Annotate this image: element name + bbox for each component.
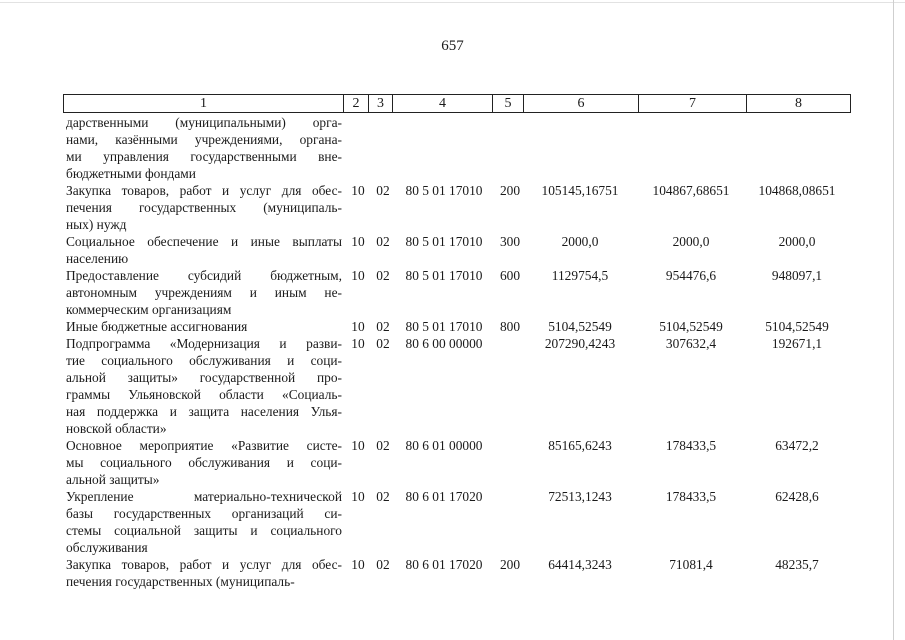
table-row	[0, 318, 905, 335]
header-col-4: 4	[392, 94, 492, 113]
table-row	[0, 488, 905, 556]
row-amount-col8: 192671,1	[771, 336, 823, 351]
row-description	[66, 556, 342, 590]
table-header	[63, 94, 850, 113]
row-subsection-code: 02	[376, 319, 390, 334]
description-line: Подпрограмма «Модернизация и разви-	[66, 336, 342, 351]
row-description	[66, 267, 342, 318]
row-subsection-code: 02	[376, 336, 390, 351]
header-col-2: 2	[343, 94, 368, 113]
row-target-article: 80 5 01 17010	[405, 183, 483, 198]
description-line: мы социального обслуживания и соци-	[66, 455, 342, 470]
description-line: ная поддержка и защита населения Улья-	[66, 404, 342, 419]
row-description	[66, 488, 342, 556]
row-expense-type: 200	[499, 557, 521, 572]
description-line: базы государственных организаций си-	[66, 506, 342, 521]
row-expense-type: 800	[499, 319, 521, 334]
row-target-article: 80 6 00 00000	[405, 336, 483, 351]
row-description	[66, 182, 342, 233]
description-line: автономным учреждениям и иным не-	[66, 285, 342, 300]
row-section-code: 10	[351, 319, 365, 334]
page-number: 657	[441, 38, 464, 54]
description-line: Укрепление материально-технической	[66, 489, 342, 504]
table-body	[0, 114, 905, 590]
row-amount-col6: 207290,4243	[544, 336, 616, 351]
row-subsection-code: 02	[376, 268, 390, 283]
row-amount-col6: 85165,6243	[548, 438, 612, 453]
row-description	[66, 437, 342, 488]
description-line: альной защиты» государственной про-	[66, 370, 342, 385]
row-target-article: 80 6 01 17020	[405, 557, 483, 572]
description-line: Закупка товаров, работ и услуг для обес-	[66, 183, 342, 198]
row-subsection-code: 02	[376, 557, 390, 572]
description-line: Иные бюджетные ассигнования	[66, 319, 248, 334]
row-subsection-code: 02	[376, 489, 390, 504]
description-line: новской области»	[66, 421, 167, 436]
header-col-6: 6	[523, 94, 638, 113]
description-line: альной защиты»	[66, 472, 160, 487]
row-section-code: 10	[351, 557, 365, 572]
table-row	[0, 335, 905, 437]
row-amount-col7: 5104,52549	[659, 319, 723, 334]
row-amount-col7: 954476,6	[665, 268, 717, 283]
row-description	[66, 335, 342, 437]
row-target-article: 80 5 01 17010	[405, 234, 483, 249]
row-section-code: 10	[351, 268, 365, 283]
description-line: стемы социальной защиты и социального	[66, 523, 342, 538]
row-target-article: 80 5 01 17010	[405, 319, 483, 334]
scan-edge-top	[0, 2, 905, 3]
description-line: Закупка товаров, работ и услуг для обес-	[66, 557, 342, 572]
row-amount-col7: 178433,5	[665, 489, 717, 504]
row-amount-col6: 5104,52549	[548, 319, 612, 334]
description-line: коммерческим организациям	[66, 302, 232, 317]
description-line: бюджетными фондами	[66, 166, 196, 181]
description-line: Социальное обеспечение и иные выплаты	[66, 234, 342, 249]
header-col-7: 7	[638, 94, 746, 113]
row-section-code: 10	[351, 489, 365, 504]
row-expense-type: 200	[499, 183, 521, 198]
row-section-code: 10	[351, 438, 365, 453]
row-subsection-code: 02	[376, 438, 390, 453]
description-line: нами, казёнными учреждениями, органа-	[66, 132, 342, 147]
description-line: тие социального обслуживания и соци-	[66, 353, 342, 368]
description-line: населению	[66, 251, 129, 266]
table-row	[0, 267, 905, 318]
row-amount-col7: 2000,0	[672, 234, 710, 249]
row-section-code: 10	[351, 234, 365, 249]
description-line: дарственными (муниципальными) орга-	[66, 115, 342, 130]
row-amount-col8: 2000,0	[778, 234, 816, 249]
header-col-5: 5	[492, 94, 523, 113]
row-amount-col6: 105145,16751	[541, 183, 619, 198]
row-amount-col8: 104868,08651	[758, 183, 836, 198]
row-expense-type: 300	[499, 234, 521, 249]
row-amount-col7: 104867,68651	[652, 183, 730, 198]
table-row	[0, 233, 905, 267]
row-amount-col8: 63472,2	[775, 438, 819, 453]
row-subsection-code: 02	[376, 234, 390, 249]
table-row	[0, 437, 905, 488]
row-target-article: 80 6 01 00000	[405, 438, 483, 453]
row-section-code: 10	[351, 183, 365, 198]
description-line: ми управления государственными вне-	[66, 149, 342, 164]
row-expense-type: 600	[499, 268, 521, 283]
description-line: печения государственных (муниципаль-	[66, 200, 342, 215]
table-row	[0, 556, 905, 590]
row-amount-col6: 2000,0	[561, 234, 599, 249]
description-line: граммы Ульяновской области «Социаль-	[66, 387, 342, 402]
row-description	[66, 233, 342, 267]
header-col-8: 8	[746, 94, 851, 113]
row-amount-col8: 48235,7	[775, 557, 819, 572]
description-line: Предоставление субсидий бюджетным,	[66, 268, 342, 283]
row-section-code: 10	[351, 336, 365, 351]
description-line: печения государственных (муниципаль-	[66, 574, 295, 589]
row-amount-col8: 948097,1	[771, 268, 823, 283]
header-col-1: 1	[63, 94, 343, 113]
table-row	[0, 114, 905, 182]
description-line: Основное мероприятие «Развитие систе-	[66, 438, 342, 453]
row-amount-col7: 71081,4	[669, 557, 713, 572]
description-line: ных) нужд	[66, 217, 127, 232]
row-amount-col6: 72513,1243	[548, 489, 612, 504]
header-col-3: 3	[368, 94, 392, 113]
row-subsection-code: 02	[376, 183, 390, 198]
row-amount-col6: 64414,3243	[548, 557, 612, 572]
row-target-article: 80 5 01 17010	[405, 268, 483, 283]
row-description	[66, 114, 342, 182]
row-target-article: 80 6 01 17020	[405, 489, 483, 504]
row-description	[66, 318, 342, 335]
description-line: обслуживания	[66, 540, 148, 555]
row-amount-col7: 307632,4	[665, 336, 717, 351]
row-amount-col8: 5104,52549	[765, 319, 829, 334]
row-amount-col7: 178433,5	[665, 438, 717, 453]
row-amount-col8: 62428,6	[775, 489, 819, 504]
row-amount-col6: 1129754,5	[551, 268, 609, 283]
table-row	[0, 182, 905, 233]
